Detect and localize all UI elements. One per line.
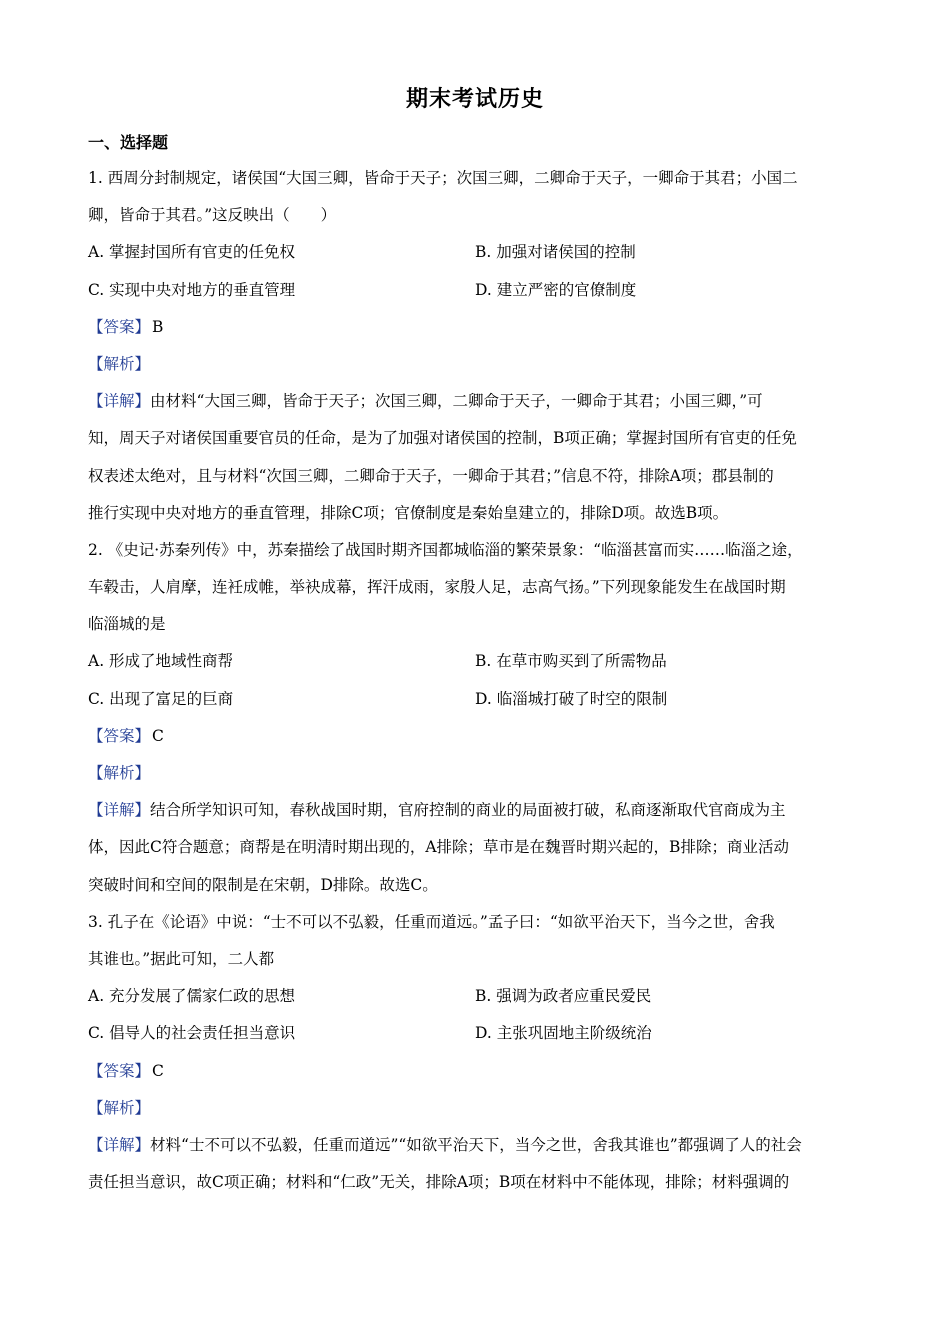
question-list [88, 160, 863, 1201]
option-a: A. 形成了地域性商帮 [88, 652, 234, 671]
detail-label: 【详解】 [88, 392, 151, 411]
answer-value: C [152, 726, 164, 745]
question-stem-line: 1. 西周分封制规定，诸侯国“大国三卿，皆命于天子；次国三卿，二卿命于天子，一卿命于其君；小国二 [88, 169, 798, 187]
analysis-label: 【解析】 [88, 764, 151, 782]
option-row [88, 272, 863, 309]
question-stem-line: 卿，皆命于其君。”这反映出（ ） [88, 206, 337, 225]
detail-line: 责任担当意识，故C项正确；材料和“仁政”无关，排除A项；B项在材料中不能体现，排除；材料强调的 [88, 1173, 790, 1192]
page-title: 期末考试历史 [405, 86, 544, 112]
detail-text: 材料“士不可以不弘毅，任重而道远”“如欲平治天下，当今之世，舍我其谁也”都强调了人的社会 [150, 1135, 802, 1154]
answer-line [88, 718, 863, 755]
option-row [88, 234, 863, 271]
detail-line [88, 792, 863, 829]
option-b: B. 加强对诸侯国的控制 [475, 243, 636, 262]
answer-value: C [152, 1061, 164, 1080]
question-stem-line: 其谁也。”据此可知，二人都 [88, 949, 275, 968]
detail-text: 由材料“大国三卿，皆命于天子；次国三卿，二卿命于天子，一卿命于其君；小国三卿，”可 [150, 392, 763, 411]
option-d: D. 临淄城打破了时空的限制 [475, 689, 668, 708]
section-heading: 一、选择题 [88, 133, 169, 152]
question-stem-line: 车毂击，人肩摩，连衽成帷，举袂成幕，挥汗成雨，家殷人足，志高气扬。”下列现象能发生在战国时期 [88, 578, 786, 597]
question-3 [88, 904, 863, 1202]
analysis-line [88, 1090, 863, 1127]
analysis-label: 【解析】 [88, 1098, 151, 1117]
analysis-label: 【解析】 [88, 354, 151, 373]
option-b: B. 在草市购买到了所需物品 [475, 652, 667, 671]
detail-line: 推行实现中央对地方的垂直管理，排除C项；官僚制度是秦始皇建立的，排除D项。故选B项。 [88, 503, 729, 522]
option-row [88, 1015, 863, 1052]
option-a: A. 充分发展了儒家仁政的思想 [88, 987, 296, 1006]
question-1 [88, 160, 863, 532]
option-c: C. 倡导人的社会责任担当意识 [88, 1024, 296, 1043]
question-stem-line: 3. 孔子在《论语》中说：“士不可以不弘毅，任重而道远。”孟子曰：“如欲平治天下，当今之世，舍我 [88, 912, 775, 931]
detail-line: 知，周天子对诸侯国重要官员的任命，是为了加强对诸侯国的控制，B项正确；掌握封国所有官吏的任免 [88, 429, 797, 448]
option-row [88, 681, 863, 718]
option-a: A. 掌握封国所有官吏的任免权 [88, 243, 296, 262]
detail-line: 突破时间和空间的限制是在宋朝，D排除。故选C。 [88, 875, 438, 894]
detail-line [88, 1127, 863, 1164]
analysis-line [88, 346, 863, 383]
option-c: C. 出现了富足的巨商 [88, 689, 234, 708]
option-d: D. 建立严密的官僚制度 [475, 280, 637, 299]
detail-line: 体，因此C符合题意；商帮是在明清时期出现的，A排除；草市是在魏晋时期兴起的，B排除；商业活动 [88, 838, 789, 857]
detail-label: 【详解】 [88, 801, 151, 820]
option-row [88, 643, 863, 680]
answer-label: 【答案】 [88, 726, 151, 745]
question-2 [88, 532, 863, 904]
question-stem-line: 临淄城的是 [88, 615, 166, 634]
detail-text: 结合所学知识可知，春秋战国时期，官府控制的商业的局面被打破，私商逐渐取代官商成为主 [150, 801, 786, 820]
option-c: C. 实现中央对地方的垂直管理 [88, 280, 296, 299]
question-stem-line: 2. 《史记·苏秦列传》中，苏秦描绘了战国时期齐国都城临淄的繁荣景象：“临淄甚富而实……临淄之途， [88, 540, 803, 559]
answer-label: 【答案】 [88, 317, 151, 336]
option-d: D. 主张巩固地主阶级统治 [475, 1024, 652, 1043]
detail-line: 权表述太绝对，且与材料“次国三卿，二卿命于天子，一卿命于其君；”信息不符，排除A项；郡县制的 [88, 466, 774, 485]
detail-line [88, 383, 863, 420]
answer-value: B [152, 317, 164, 336]
option-b: B. 强调为政者应重民爱民 [475, 987, 652, 1006]
answer-line [88, 309, 863, 346]
analysis-line [88, 755, 863, 792]
answer-line [88, 1053, 863, 1090]
answer-label: 【答案】 [88, 1061, 151, 1080]
detail-label: 【详解】 [88, 1135, 151, 1154]
option-row [88, 978, 863, 1015]
